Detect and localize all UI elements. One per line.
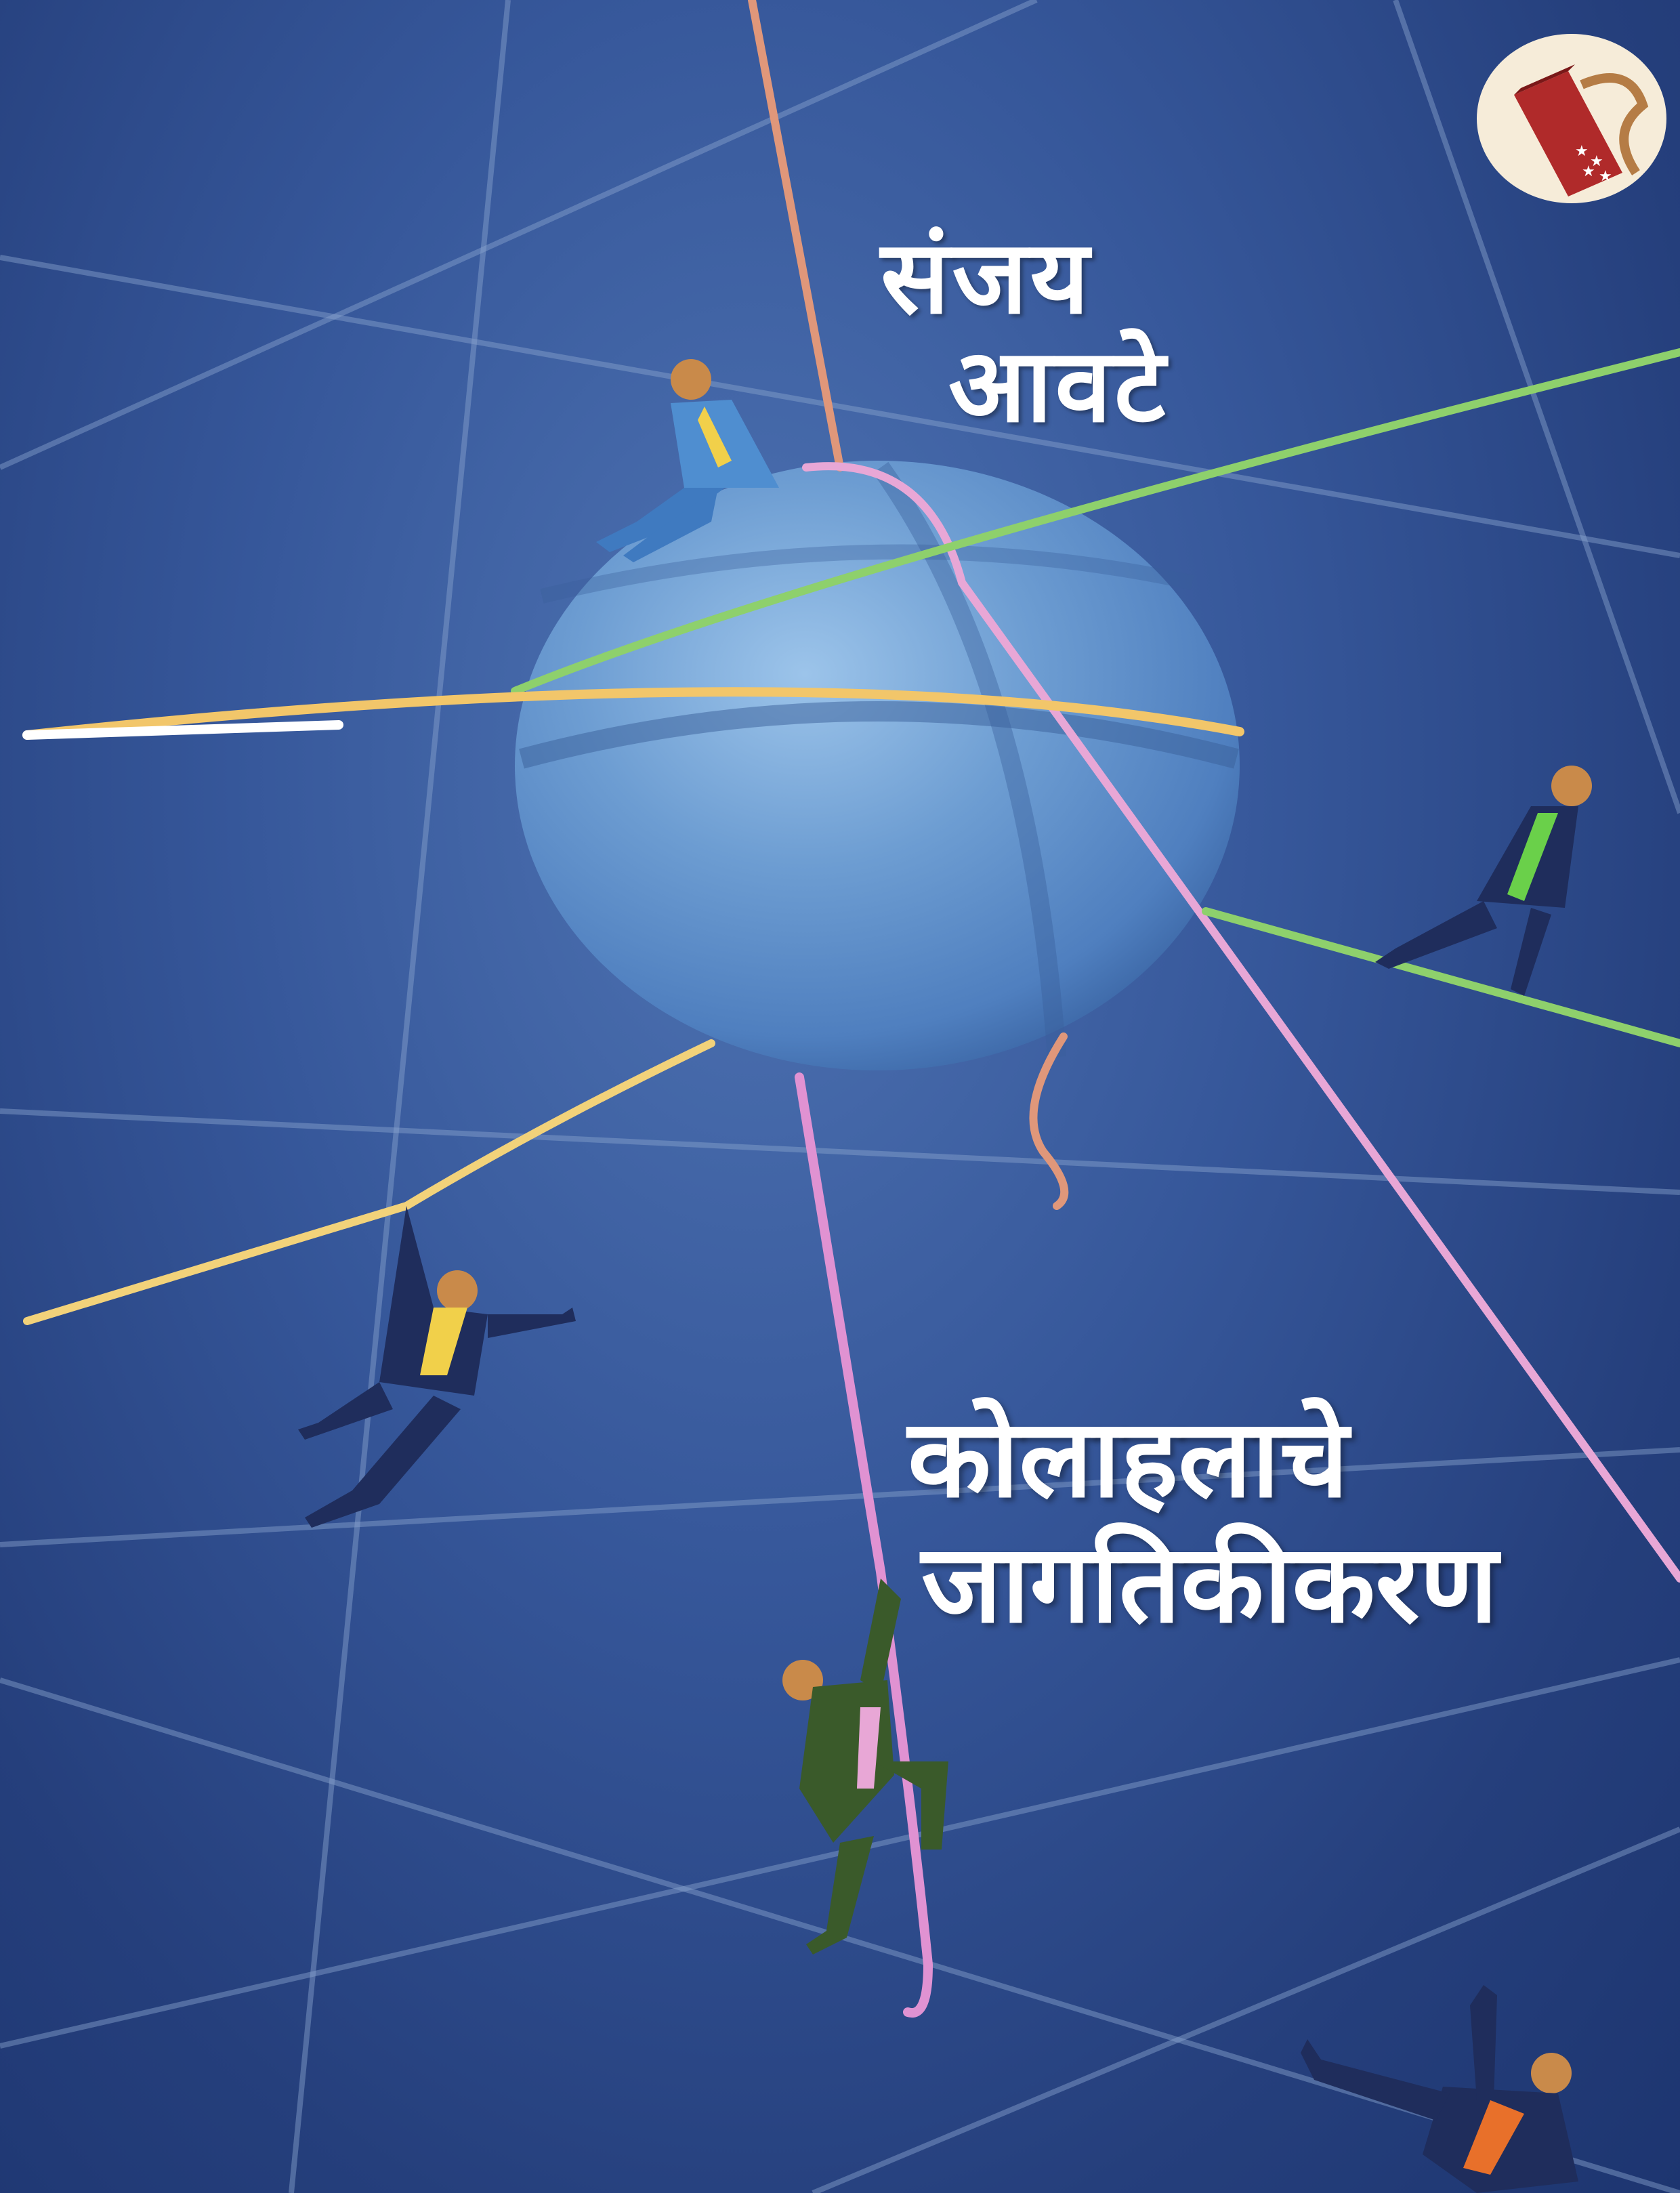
author-last-name: आवटे	[948, 327, 1169, 445]
book-title-line1: कोलाहलाचे	[908, 1395, 1349, 1522]
walking-figure	[1375, 766, 1592, 996]
hanging-figure	[298, 1206, 576, 1528]
globe-illustration	[515, 461, 1240, 1070]
falling-figure	[1301, 1985, 1578, 2193]
author-name	[881, 219, 1169, 445]
author-first-name: संजय	[881, 219, 1092, 337]
svg-text:★: ★	[1599, 168, 1612, 185]
svg-text:★: ★	[1590, 153, 1603, 170]
svg-text:★: ★	[1575, 143, 1589, 160]
book-title	[908, 1396, 1498, 1646]
book-title-line2: जागतिकीकरण	[921, 1520, 1498, 1647]
book-logo-icon	[1473, 30, 1670, 207]
svg-text:★: ★	[1582, 163, 1595, 180]
